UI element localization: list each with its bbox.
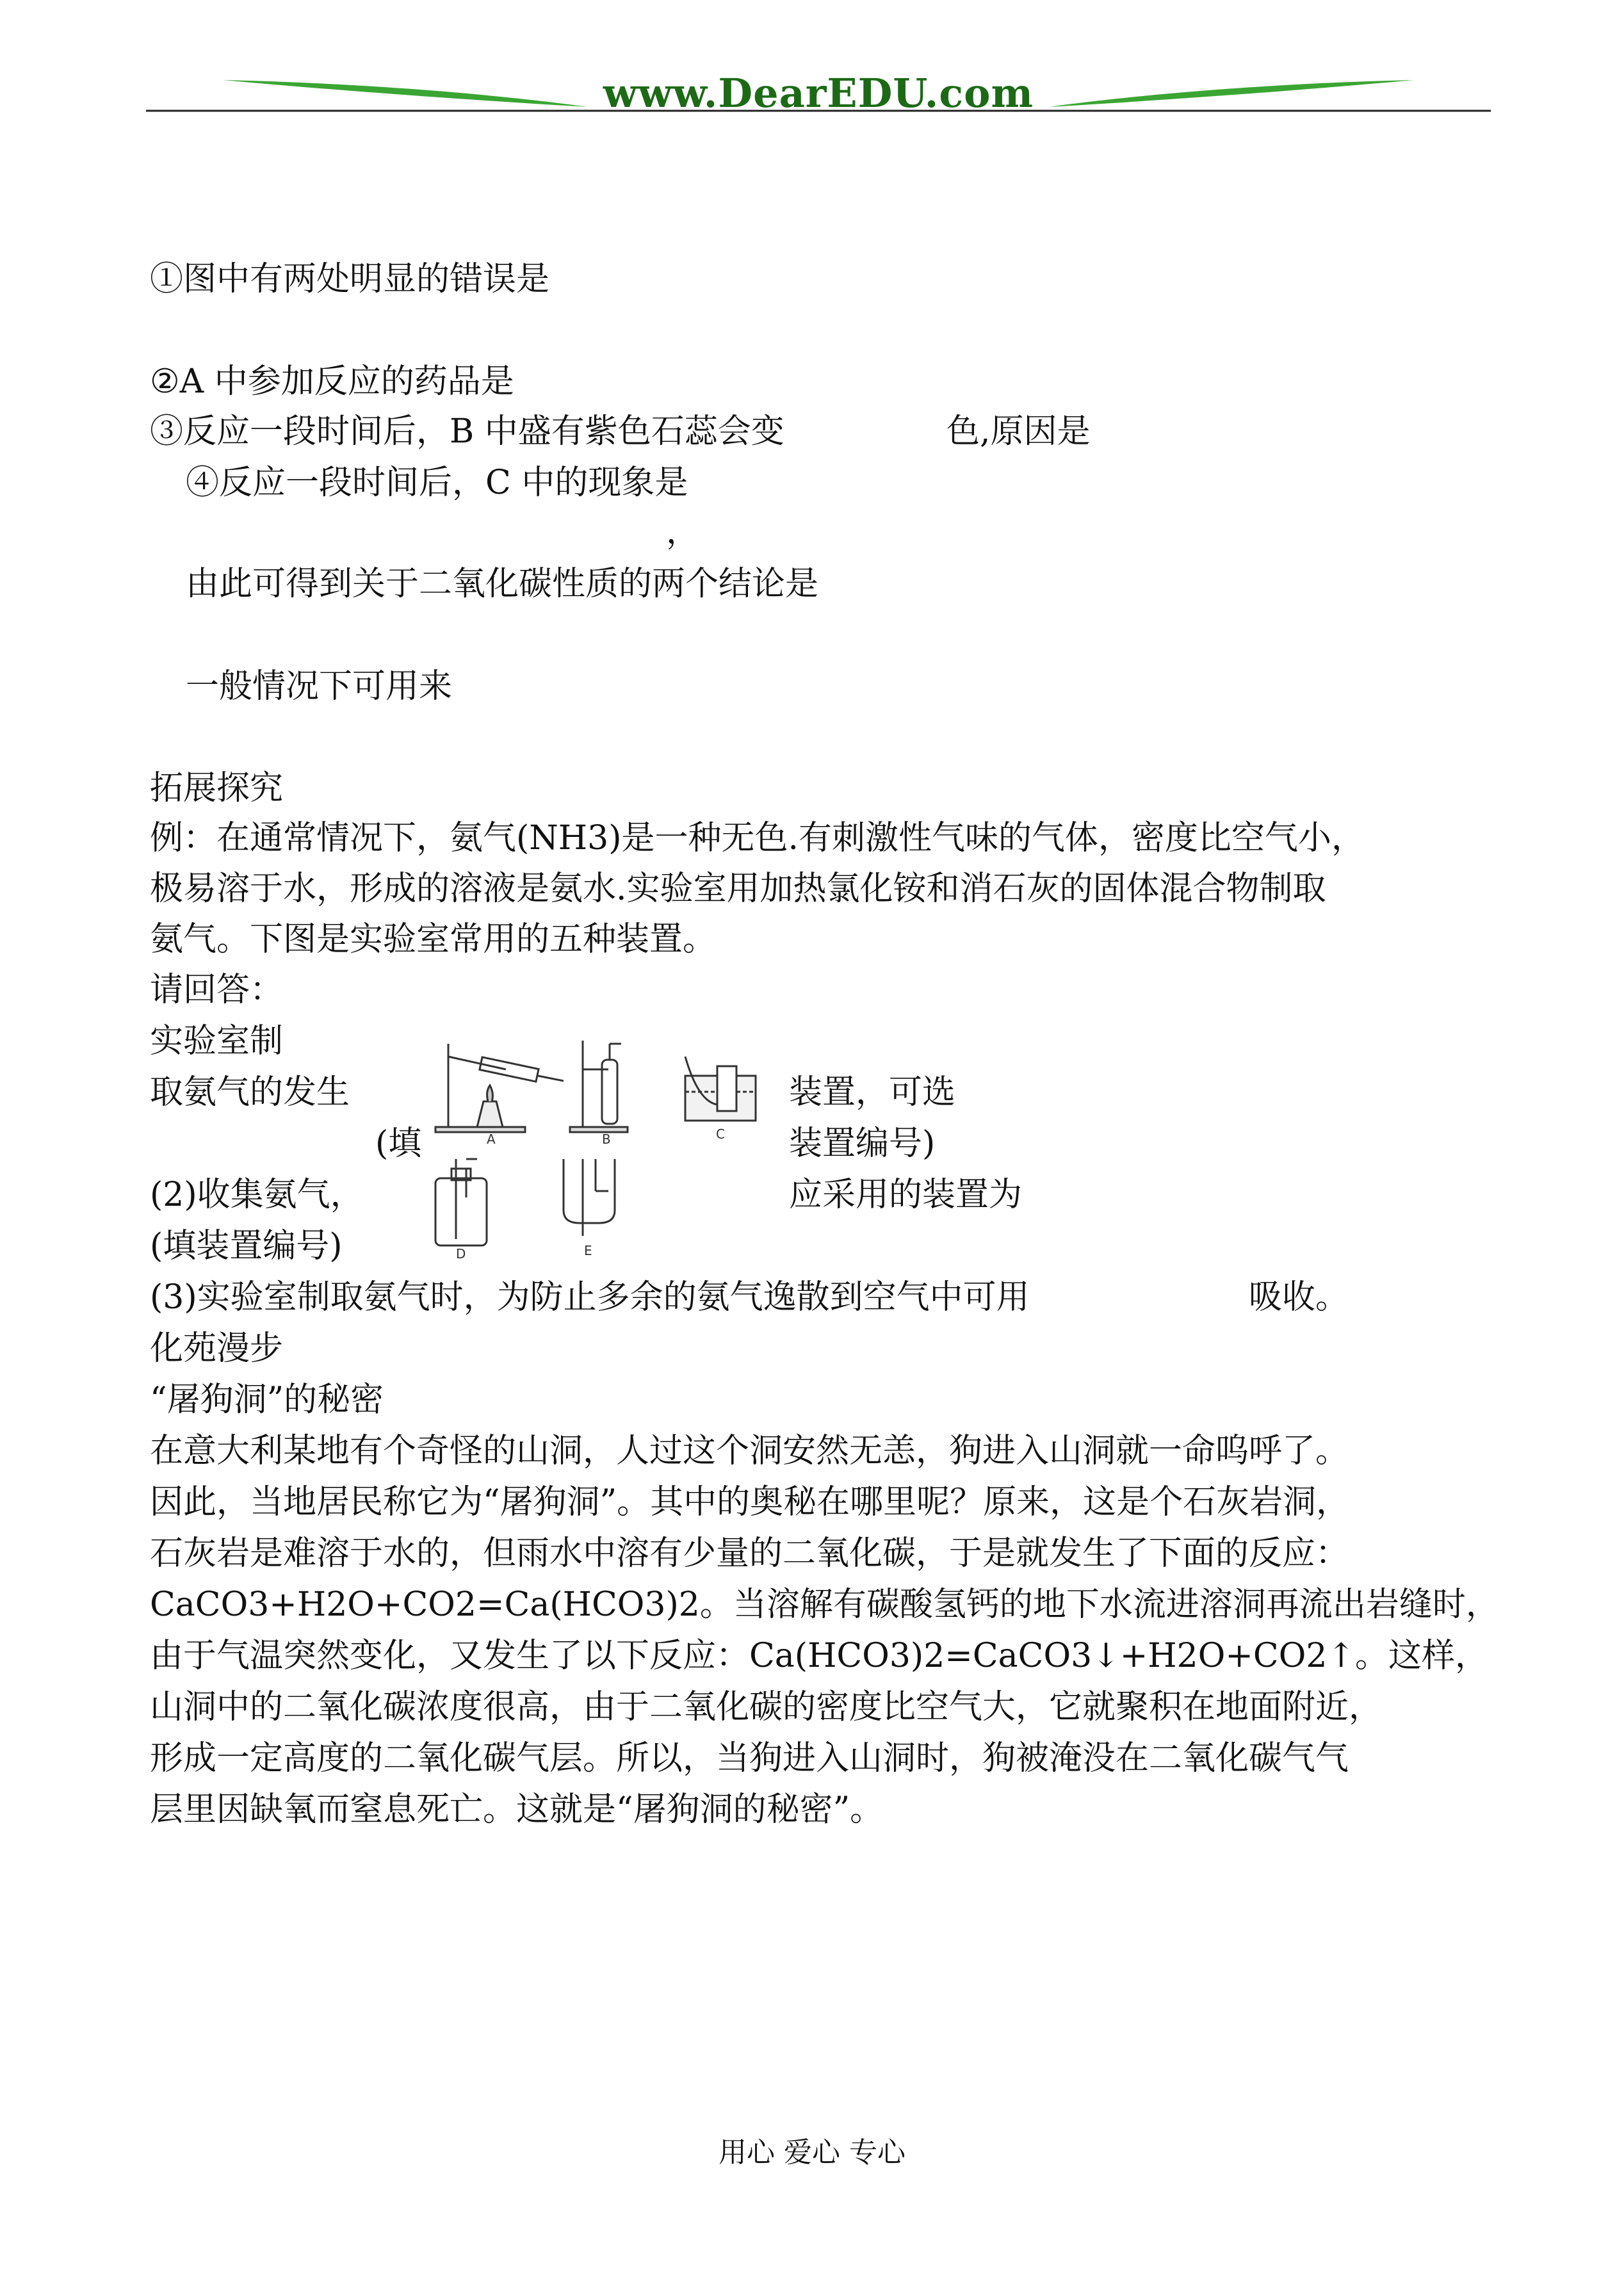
q1-part-b: 取氨气的发生 [150, 1073, 350, 1112]
usage-line: 一般情况下可用来 [186, 667, 453, 706]
q2-part-b: 应采用的装置为 [789, 1176, 1023, 1214]
story-line-5: 由于气温突然变化，又发生了以下反应：Ca(HCO3)2=CaCO3↓+H2O+CO2↑。这样， [150, 1637, 1489, 1675]
example-line-2: 极易溶于水，形成的溶液是氨水.实验室用加热氯化铵和消石灰的固体混合物制取 [150, 870, 1326, 908]
section-title-expansion: 拓展探究 [150, 769, 284, 807]
q1-part-d: (填 [375, 1124, 422, 1163]
apparatus-a-icon [435, 1044, 564, 1132]
page-footer: 用心 爱心 专心 [719, 2136, 905, 2169]
apparatus-e-icon [564, 1159, 615, 1236]
apparatus-b-icon [570, 1041, 628, 1132]
label-b: B [602, 1131, 611, 1146]
q3-line: (3)实验室制取氨气时，为防止多余的氨气逸散到空气中可用 [150, 1278, 1030, 1317]
conclusion-line: 由此可得到关于二氧化碳性质的两个结论是 [186, 565, 819, 603]
label-e: E [584, 1243, 592, 1258]
label-a: A [487, 1131, 496, 1146]
question-1: ①图中有两处明显的错误是 [150, 260, 550, 298]
q1-part-e: 装置编号) [789, 1124, 936, 1163]
q3-tail: 吸收。 [1249, 1278, 1349, 1317]
label-c: C [716, 1126, 725, 1142]
site-name: www.DearEDU.com [603, 70, 1034, 117]
story-title: “屠狗洞”的秘密 [150, 1381, 384, 1419]
story-line-6: 山洞中的二氧化碳浓度很高，由于二氧化碳的密度比空气大，它就聚积在地面附近， [150, 1688, 1383, 1726]
story-line-4: CaCO3+H2O+CO2=Ca(HCO3)2。当溶解有碳酸氢钙的地下水流进溶洞再流出岩缝时， [150, 1585, 1499, 1624]
q2-part-a: (2)收集氨气， [150, 1176, 364, 1214]
question-3-tail: 色,原因是 [946, 412, 1091, 451]
question-4: ④反应一段时间后，C 中的现象是 [186, 464, 688, 502]
section-title-stroll: 化苑漫步 [150, 1329, 284, 1368]
q1-part-a: 实验室制 [150, 1022, 284, 1060]
example-line-1: 例：在通常情况下，氨气(NH3)是一种无色.有刺激性气味的气体，密度比空气小， [150, 819, 1365, 857]
label-d: D [456, 1246, 466, 1261]
story-line-1: 在意大利某地有个奇怪的山洞，人过这个洞安然无恙，狗进入山洞就一命呜呼了。 [150, 1432, 1349, 1470]
apparatus-figure-row1 [416, 1031, 775, 1146]
story-line-7: 形成一定高度的二氧化碳气层。所以，当狗进入山洞时，狗被淹没在二氧化碳气气 [150, 1739, 1349, 1778]
question-2: ②A 中参加反应的药品是 [150, 362, 514, 401]
please-answer: 请回答： [150, 971, 284, 1009]
q2-part-c: (填装置编号) [150, 1227, 343, 1265]
comma: ， [666, 513, 700, 551]
apparatus-figure-row2 [423, 1153, 653, 1261]
apparatus-d-icon [435, 1159, 487, 1245]
q1-part-c: 装置，可选 [789, 1073, 956, 1112]
story-line-8: 层里因缺氧而窒息死亡。这就是“屠狗洞的秘密”。 [150, 1790, 884, 1829]
story-line-3: 石灰岩是难溶于水的，但雨水中溶有少量的二氧化碳，于是就发生了下面的反应： [150, 1534, 1349, 1573]
story-line-2: 因此，当地居民称它为“屠狗洞”。其中的奥秘在哪里呢？原来，这是个石灰岩洞， [150, 1483, 1350, 1521]
apparatus-c-icon [685, 1057, 756, 1121]
page-header [146, 67, 1491, 125]
example-line-3: 氨气。下图是实验室常用的五种装置。 [150, 920, 717, 959]
question-3: ③反应一段时间后，B 中盛有紫色石蕊会变 [150, 412, 784, 451]
